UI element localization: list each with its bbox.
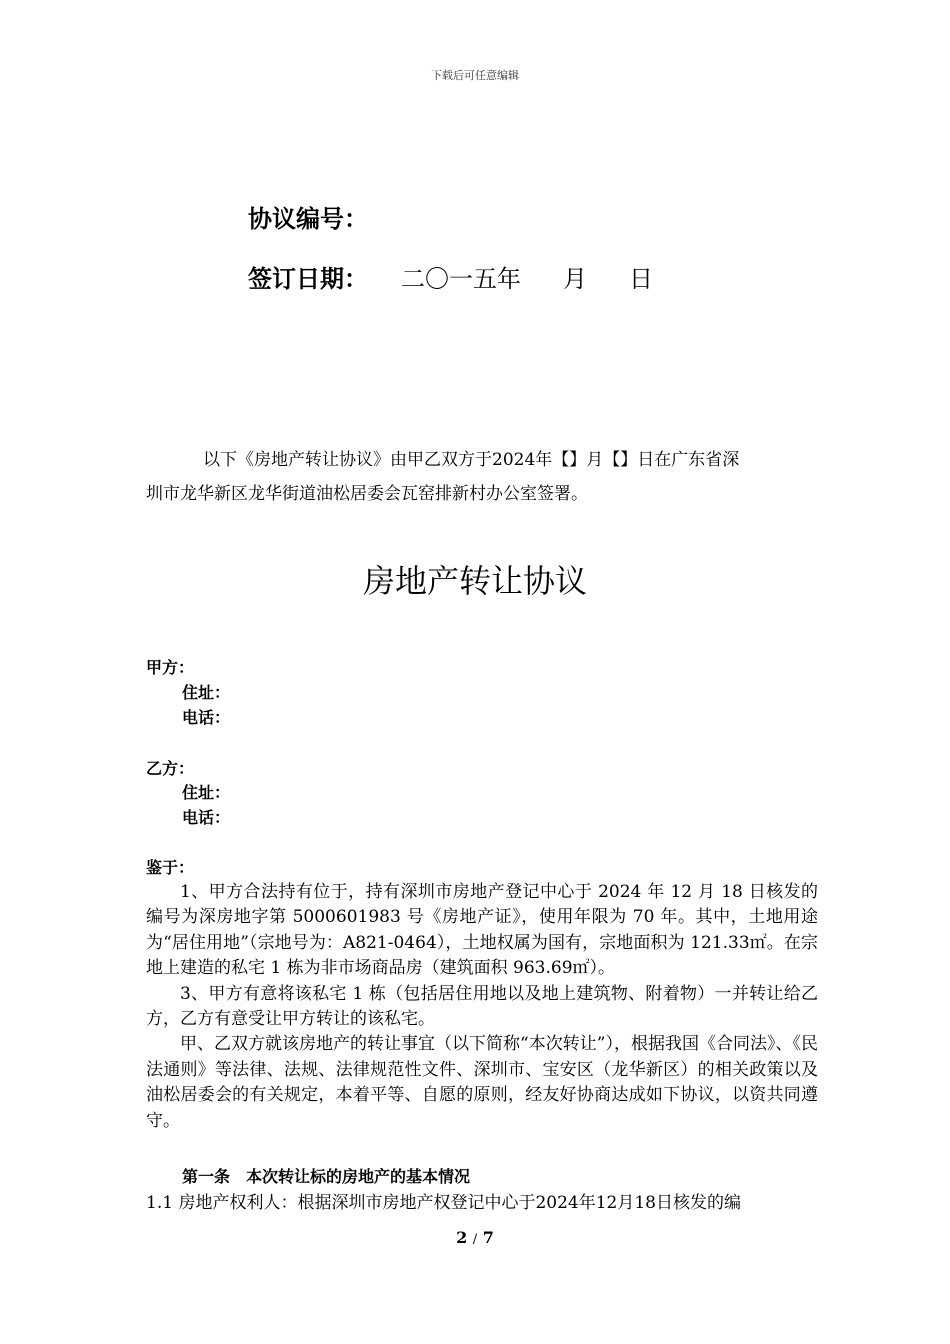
whereas-body bbox=[146, 880, 818, 1134]
agreement-number-label: 协议编号： bbox=[248, 205, 368, 233]
party-a-address: 住址： bbox=[182, 683, 231, 702]
signing-date-label: 签订日期： bbox=[248, 265, 368, 293]
page-header: 下载后可任意编辑 bbox=[431, 69, 519, 82]
whereas-paragraph-3: 甲、乙双方就该房地产的转让事宜（以下简称“本次转让”），根据我国《合同法》、《民法通则》等法律、法规、法律规范性文件、深圳市、宝安区（龙华新区）的相关政策以及油松居委会的有关规定，本着平等、自愿的原则，经友好协商达成如下协议，以资共同遵守。 bbox=[146, 1034, 818, 1131]
party-b-address: 住址： bbox=[182, 783, 231, 802]
article-1-line: 1.1 房地产权利人：根据深圳市房地产权登记中心于2024年12月18日核发的编 bbox=[146, 1193, 741, 1213]
article-1-heading: 第一条 本次转让标的房地产的基本情况 bbox=[182, 1167, 471, 1186]
page-current: 2 bbox=[456, 1228, 468, 1247]
party-a-label: 甲方： bbox=[146, 658, 195, 677]
signing-date-year: 二〇一五年 bbox=[401, 265, 521, 293]
signing-date-month: 月 bbox=[563, 265, 587, 293]
page-total: 7 bbox=[482, 1228, 494, 1247]
intro-line-1: 以下《房地产转让协议》由甲乙双方于2024年【】月【】日在广东省深 bbox=[203, 450, 740, 470]
signing-date-day: 日 bbox=[629, 265, 653, 293]
party-b-label: 乙方： bbox=[146, 759, 195, 778]
page-number bbox=[0, 1228, 950, 1247]
document-title: 房地产转让协议 bbox=[362, 562, 587, 600]
page-separator: / bbox=[472, 1232, 478, 1247]
party-a-phone: 电话： bbox=[182, 708, 231, 727]
intro-line-2: 圳市龙华新区龙华街道油松居委会瓦窑排新村办公室签署。 bbox=[146, 484, 588, 504]
whereas-label: 鉴于： bbox=[146, 858, 195, 877]
whereas-paragraph-2: 3、甲方有意将该私宅 1 栋（包括居住用地以及地上建筑物、附着物）一并转让给乙方，乙方有意受让甲方转让的该私宅。 bbox=[146, 983, 818, 1030]
party-b-phone: 电话： bbox=[182, 808, 231, 827]
whereas-paragraph-1: 1、甲方合法持有位于，持有深圳市房地产登记中心于 2024 年 12 月 18 日核发的编号为深房地字第 5000601983 号《房地产证》，使用年限为 70 年。其中，土地用途为“居住用地”（宗地号为：A821-0464），土地权属为国有，宗地面积为 121.33㎡。在宗地上建造的私宅 1 栋为非市场商品房（建筑面积 963.69㎡）。 bbox=[146, 882, 818, 979]
